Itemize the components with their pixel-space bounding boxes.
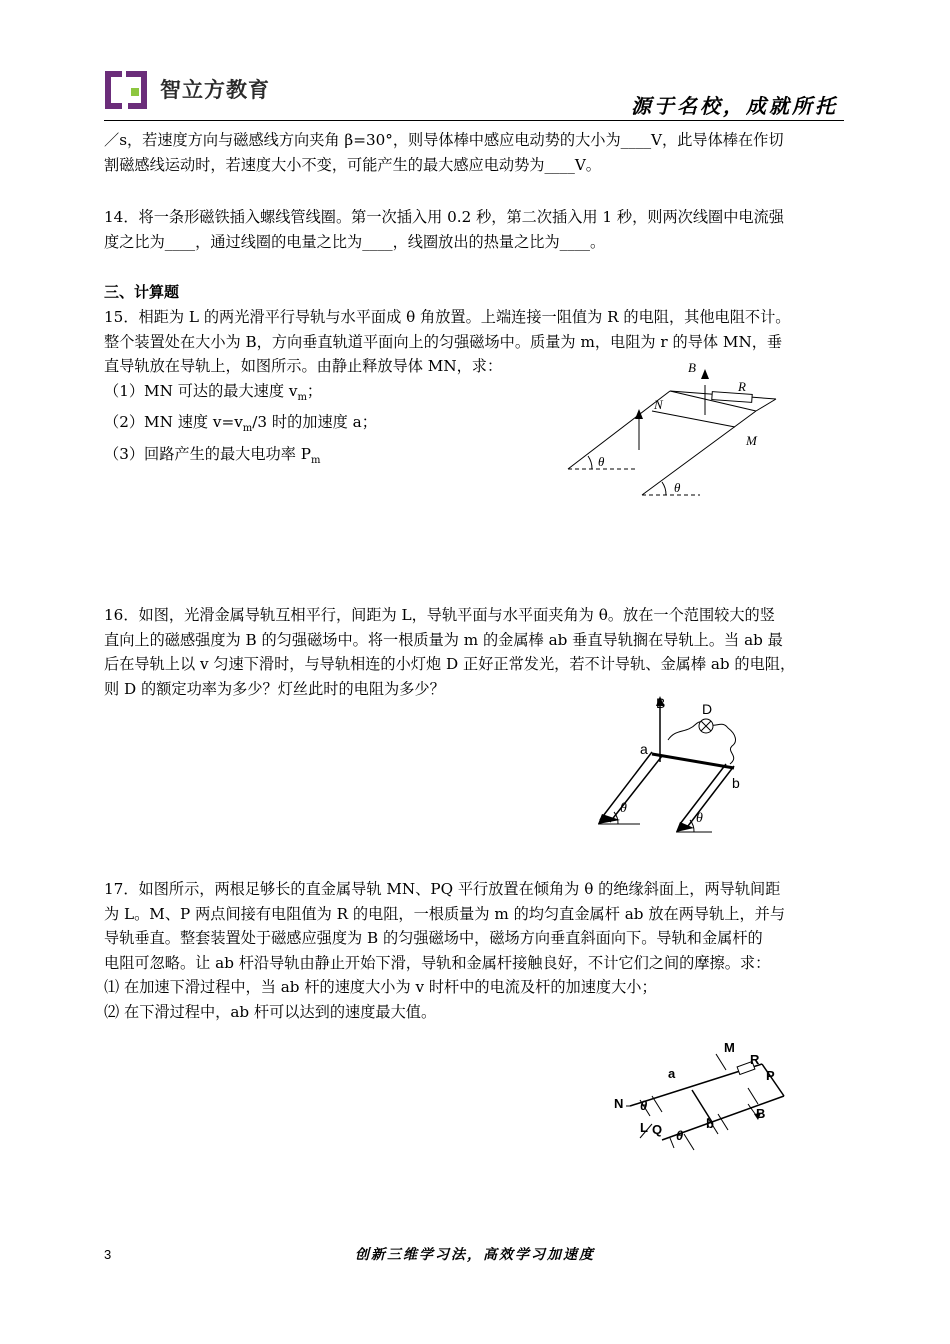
footer-tagline: 创新三维学习法，高效学习加速度 bbox=[355, 1247, 595, 1263]
label-theta: θ bbox=[640, 1098, 648, 1113]
text-line: 直向上的磁感强度为 B 的匀强磁场中。将一根质量为 m 的金属棒 ab 垂直导轨搁在导轨上。当 ab 最 bbox=[104, 630, 783, 649]
brand-logo bbox=[104, 66, 284, 114]
text-line: 度之比为____，通过线圈的电量之比为____，线圈放出的热量之比为____。 bbox=[104, 232, 606, 251]
text-line: 整个装置处在大小为 B，方向垂直轨道平面向上的匀强磁场中。质量为 m，电阻为 r 的导体 MN，垂 bbox=[104, 332, 783, 351]
label-P: P bbox=[766, 1068, 775, 1083]
figure-incline-frame bbox=[612, 1034, 792, 1154]
label-theta: θ bbox=[598, 454, 605, 469]
text-line: 15．相距为 L 的两光滑平行导轨与水平面成 θ 角放置。上端连接一阻值为 R 的电阻，其他电阻不计。 bbox=[104, 308, 791, 326]
label-D: D bbox=[702, 701, 713, 717]
label-b: b bbox=[732, 775, 740, 791]
label-B: B bbox=[688, 360, 696, 375]
text-line: 则 D 的额定功率为多少？灯丝此时的电阻为多少？ bbox=[104, 679, 445, 698]
label-b: b bbox=[706, 1116, 714, 1131]
label-theta: θ bbox=[674, 480, 681, 495]
question-14 bbox=[104, 205, 854, 254]
label-theta: θ bbox=[676, 1128, 684, 1143]
header-divider bbox=[104, 120, 844, 121]
label-M: M bbox=[724, 1040, 735, 1055]
sub-question-1: ⑴ 在加速下滑过程中，当 ab 杆的速度大小为 v 时杆中的电流及杆的加速度大小； bbox=[104, 978, 657, 996]
text-line: 14．将一条形磁铁插入螺线管线圈。第一次插入用 0.2 秒，第二次插入用 1 秒，则两次线圈中电流强 bbox=[104, 208, 784, 226]
figure-incline-rails bbox=[560, 355, 810, 500]
text-line: 导轨垂直。整套装置处于磁感应强度为 B 的匀强磁场中，磁场方向垂直斜面向下。导轨和金属杆的 bbox=[104, 929, 763, 947]
label-Q: Q bbox=[652, 1122, 663, 1137]
label-theta: θ bbox=[620, 801, 627, 816]
label-R: R bbox=[750, 1052, 760, 1067]
sub-question-1: （1）MN 可达的最大速度 $v_m$； bbox=[104, 381, 323, 403]
text-line: 割磁感线运动时，若速度大小不变，可能产生的最大感应电动势为____V。 bbox=[104, 155, 601, 174]
text-line: ／s，若速度方向与磁感线方向夹角 β=30°，则导体棒中感应电动势的大小为____V，此导体棒在作切 bbox=[104, 131, 784, 149]
logo-mark-icon bbox=[104, 68, 152, 112]
label-theta: θ bbox=[696, 811, 703, 826]
figure-rails-lamp bbox=[590, 692, 770, 842]
sub-question-2: ⑵ 在下滑过程中，ab 杆可以达到的速度最大值。 bbox=[104, 1002, 437, 1021]
page-number: 3 bbox=[104, 1247, 112, 1262]
label-B: B bbox=[756, 1106, 766, 1121]
label-N: N bbox=[654, 397, 663, 412]
sub-question-3: （3）回路产生的最大电功率 $P_m$ bbox=[104, 444, 321, 466]
question-16 bbox=[104, 603, 854, 701]
label-R: R bbox=[738, 379, 746, 394]
header-slogan: 源于名校，成就所托 bbox=[631, 94, 838, 118]
label-B: B bbox=[656, 695, 666, 711]
text-line: 16．如图，光滑金属导轨互相平行，间距为 L，导轨平面与水平面夹角为 θ。放在一个范围较大的竖 bbox=[104, 606, 775, 624]
question-13-continuation bbox=[104, 128, 854, 177]
logo-text: 智立方教育 bbox=[160, 78, 270, 102]
text-line: 后在导轨上以 v 匀速下滑时，与导轨相连的小灯炮 D 正好正常发光，若不计导轨、金属棒 ab 的电阻， bbox=[104, 655, 796, 673]
text-line: 为 L。M、P 两点间接有电阻值为 R 的电阻，一根质量为 m 的均匀直金属杆 ab 放在两导轨上，并与 bbox=[104, 904, 786, 923]
text-line: 直导轨放在导轨上，如图所示。由静止释放导体 MN，求： bbox=[104, 357, 503, 375]
sub-question-2: （2）MN 速度 $v=v_m/3$ 时的加速度 a； bbox=[104, 413, 377, 435]
label-a: a bbox=[640, 741, 648, 757]
label-L: L bbox=[640, 1120, 648, 1135]
label-M: M bbox=[746, 433, 757, 448]
section-title: 三、计算题 bbox=[104, 283, 180, 301]
text-line: 电阻可忽略。让 ab 杆沿导轨由静止开始下滑，导轨和金属杆接触良好，不计它们之间的摩擦。求： bbox=[104, 953, 771, 972]
text-line: 17．如图所示，两根足够长的直金属导轨 MN、PQ 平行放置在倾角为 θ 的绝缘斜面上，两导轨间距 bbox=[104, 880, 781, 898]
label-a: a bbox=[668, 1066, 676, 1081]
label-N: N bbox=[614, 1096, 624, 1111]
question-17 bbox=[104, 877, 854, 1024]
